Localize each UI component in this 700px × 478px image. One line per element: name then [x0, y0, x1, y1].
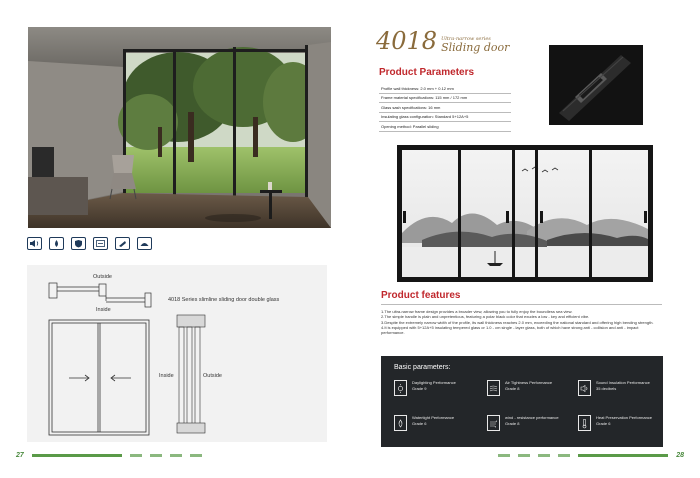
model-number: 4018	[376, 27, 438, 55]
basic-parameter-name: Watertight Performance	[412, 415, 455, 420]
basic-parameter-name: wind - resistance performance	[505, 415, 559, 420]
feature-item: 4.It is equipped with 5+12A+5 insulating tempered glass or 1.0 - cm single - layer glass, both of which have strong anti - collision and anti - impact performance.	[381, 324, 639, 336]
footer-dash	[498, 454, 510, 457]
parameter-row: Glass sash specifications: 16 mm	[379, 103, 511, 113]
wind-resistance-icon	[487, 415, 500, 431]
page-number-right: 28	[676, 452, 684, 459]
parameters-list	[379, 84, 511, 132]
parameter-row: Opening method: Parallel sliding	[379, 122, 511, 132]
drawing-series-caption: 4018 Series slimline sliding door double glass	[168, 297, 280, 303]
features-title: Product features	[381, 290, 461, 301]
features-divider	[381, 304, 662, 305]
product-title	[376, 29, 509, 53]
footer-stripe-left	[32, 454, 122, 457]
drawing-outside-side-label: Outside	[203, 373, 222, 379]
basic-parameters-panel	[381, 356, 663, 447]
basic-parameter-name: Sound Insulation Performance	[596, 380, 650, 385]
heat-preservation-icon	[93, 237, 108, 250]
basic-parameter-name: Daylighting Performance	[412, 380, 456, 385]
watertight-icon	[394, 415, 407, 431]
basic-parameter-grade: Grade 6	[596, 420, 611, 426]
basic-parameter-name: Heat Preservation Performance	[596, 415, 653, 420]
technical-drawing-panel	[27, 265, 327, 442]
footer-left	[16, 452, 202, 459]
basic-parameter-item	[394, 380, 456, 396]
subtitle: Sliding door	[441, 41, 510, 54]
parameters-title: Product Parameters	[379, 67, 475, 78]
basic-parameter-grade: 35 decibels	[596, 385, 617, 391]
air-tightness-icon	[487, 380, 500, 396]
drawing-inside-side-label: Inside	[159, 373, 174, 379]
basic-parameter-grade: Grade 9	[412, 385, 427, 391]
footer-dash	[518, 454, 530, 457]
feature-item: 1.The ultra-narrow frame design provides a broader view, allowing you to fully enjoy the boundless sea view.	[381, 309, 573, 314]
ink-landscape-door-image	[397, 145, 653, 282]
footer-dash	[538, 454, 550, 457]
footer-dash	[130, 454, 142, 457]
basic-parameter-item	[394, 415, 454, 431]
footer-stripe-right	[578, 454, 668, 457]
parameter-row: Frame material specifications: 115 mm / 172 mm	[379, 94, 511, 104]
parameter-row: Profile wall thickness: 2.0 mm + 0.12 mm	[379, 84, 511, 94]
basic-parameter-grade: Grade 6	[412, 420, 427, 426]
sound-insulation-icon	[578, 380, 591, 396]
handle-closeup-illustration	[549, 45, 643, 125]
basic-parameter-grade: Grade 8	[505, 385, 520, 391]
basic-parameter-item	[578, 380, 650, 396]
footer-dash	[170, 454, 182, 457]
feature-item: 2.The simple handle is plain and unpretentious, featuring a polar black color that exudes a low - key and efficient vibe.	[381, 314, 590, 320]
feature-icon-row	[27, 237, 152, 250]
footer-dash	[558, 454, 570, 457]
daylighting-icon	[394, 380, 407, 396]
ink-landscape-illustration	[397, 145, 653, 282]
subtitle-small: Ultra-narrow series	[441, 36, 491, 42]
door-section-drawing	[27, 265, 327, 442]
water-tightness-icon	[49, 237, 64, 250]
safety-shield-icon	[71, 237, 86, 250]
basic-parameters-title: Basic parameters:	[394, 364, 451, 371]
basic-parameter-item	[487, 415, 559, 431]
page-number-left: 27	[16, 452, 24, 459]
drawing-outside-top-label: Outside	[93, 274, 112, 280]
heat-preservation-icon	[578, 415, 591, 431]
sound-insulation-icon	[27, 237, 42, 250]
footer-dash	[190, 454, 202, 457]
interior-scene-illustration	[28, 27, 331, 228]
footer-dash	[150, 454, 162, 457]
basic-parameter-item	[578, 415, 652, 431]
feature-item: 3.Despite the extremely narrow width of the profile, its wall thickness reaches 2.0 mm, exceeding the national standard and offering high bending strength.	[381, 319, 654, 325]
interior-photo	[28, 27, 331, 228]
drawing-inside-top-label: Inside	[96, 307, 111, 313]
basic-parameter-grade: Grade 8	[505, 420, 520, 426]
handle-detail-photo	[549, 45, 643, 125]
features-list	[381, 309, 661, 335]
wind-resistance-icon	[115, 237, 130, 250]
basic-parameter-name: Air Tightness Performance	[505, 380, 553, 385]
parameter-row: Insulating glass configuration: Standard 5+12A+5	[379, 113, 511, 123]
air-tightness-icon	[137, 237, 152, 250]
footer-right	[498, 452, 684, 459]
basic-parameter-item	[487, 380, 552, 396]
